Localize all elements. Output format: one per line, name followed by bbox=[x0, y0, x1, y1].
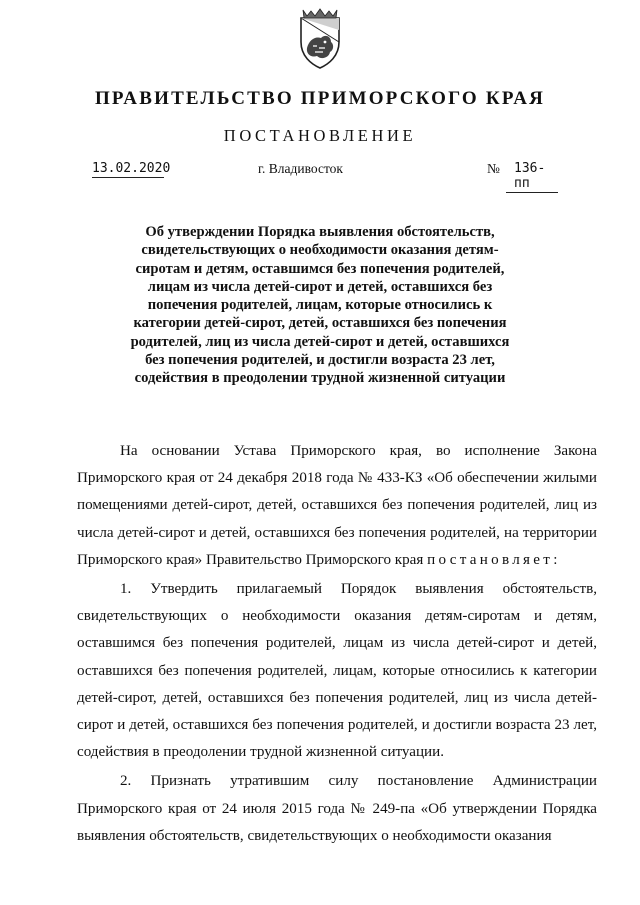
clause-2: 2. Признать утратившим силу постановление Администрации Приморского края от 24 июля 2015 года № 249-па «Об утверждении Порядка выявления обстоятельств, свидетельствующих о необходимости оказания bbox=[77, 773, 597, 844]
decree-date: 13.02.2020 bbox=[92, 161, 171, 176]
preamble-text: На основании Устава Приморского края, во исполнение Закона Приморского края от 24 декабря 2018 года № 433-КЗ «Об обеспечении жилыми помещениями детей-сирот, детей, оставшихся без попечения родителей, лиц из числа детей-сирот и детей, оставшихся без попечения родителей, на территории Приморского края» Правительство Приморского края bbox=[77, 443, 597, 568]
decree-verb: постановляет: bbox=[427, 551, 561, 568]
coat-of-arms-icon bbox=[295, 8, 345, 70]
decree-body bbox=[77, 438, 597, 852]
number-label: № bbox=[487, 161, 500, 176]
decree-subject: Об утверждении Порядка выявления обстоятельств, свидетельствующих о необходимости оказания детям-сиротам и детям, оставшимся без попечения родителей, лицам из числа детей-сирот и детей, оставшихся без попечения родителей, лицам, которые относились к категории детей-сирот, детей, оставшихся без попечения родителей, лиц из числа детей-сирот и детей, оставшихся без попечения родителей, и достигли возраста 23 лет, содействия в преодолении трудной жизненной ситуации bbox=[130, 224, 510, 387]
decree-city: г. Владивосток bbox=[258, 161, 343, 176]
government-name: ПРАВИТЕЛЬСТВО ПРИМОРСКОГО КРАЯ bbox=[94, 88, 546, 109]
decree-number: 136-пп bbox=[506, 161, 558, 193]
preamble-paragraph bbox=[77, 438, 597, 574]
document-type: ПОСТАНОВЛЕНИЕ bbox=[223, 126, 417, 145]
clause-1: 1. Утвердить прилагаемый Порядок выявления обстоятельств, свидетельствующих о необходимости оказания детям-сиротам и детям, оставшимся без попечения родителей, лицам из числа детей-сирот и детей, оставшихся без попечения родителей, лицам, которые относились к категории детей-сирот, детей, оставшихся без попечения родителей, лиц из числа детей-сирот и детей, оставшихся без попечения родителей, и достигли возраста 23 лет, содействия в преодолении трудной жизненной ситуации. bbox=[77, 581, 597, 761]
